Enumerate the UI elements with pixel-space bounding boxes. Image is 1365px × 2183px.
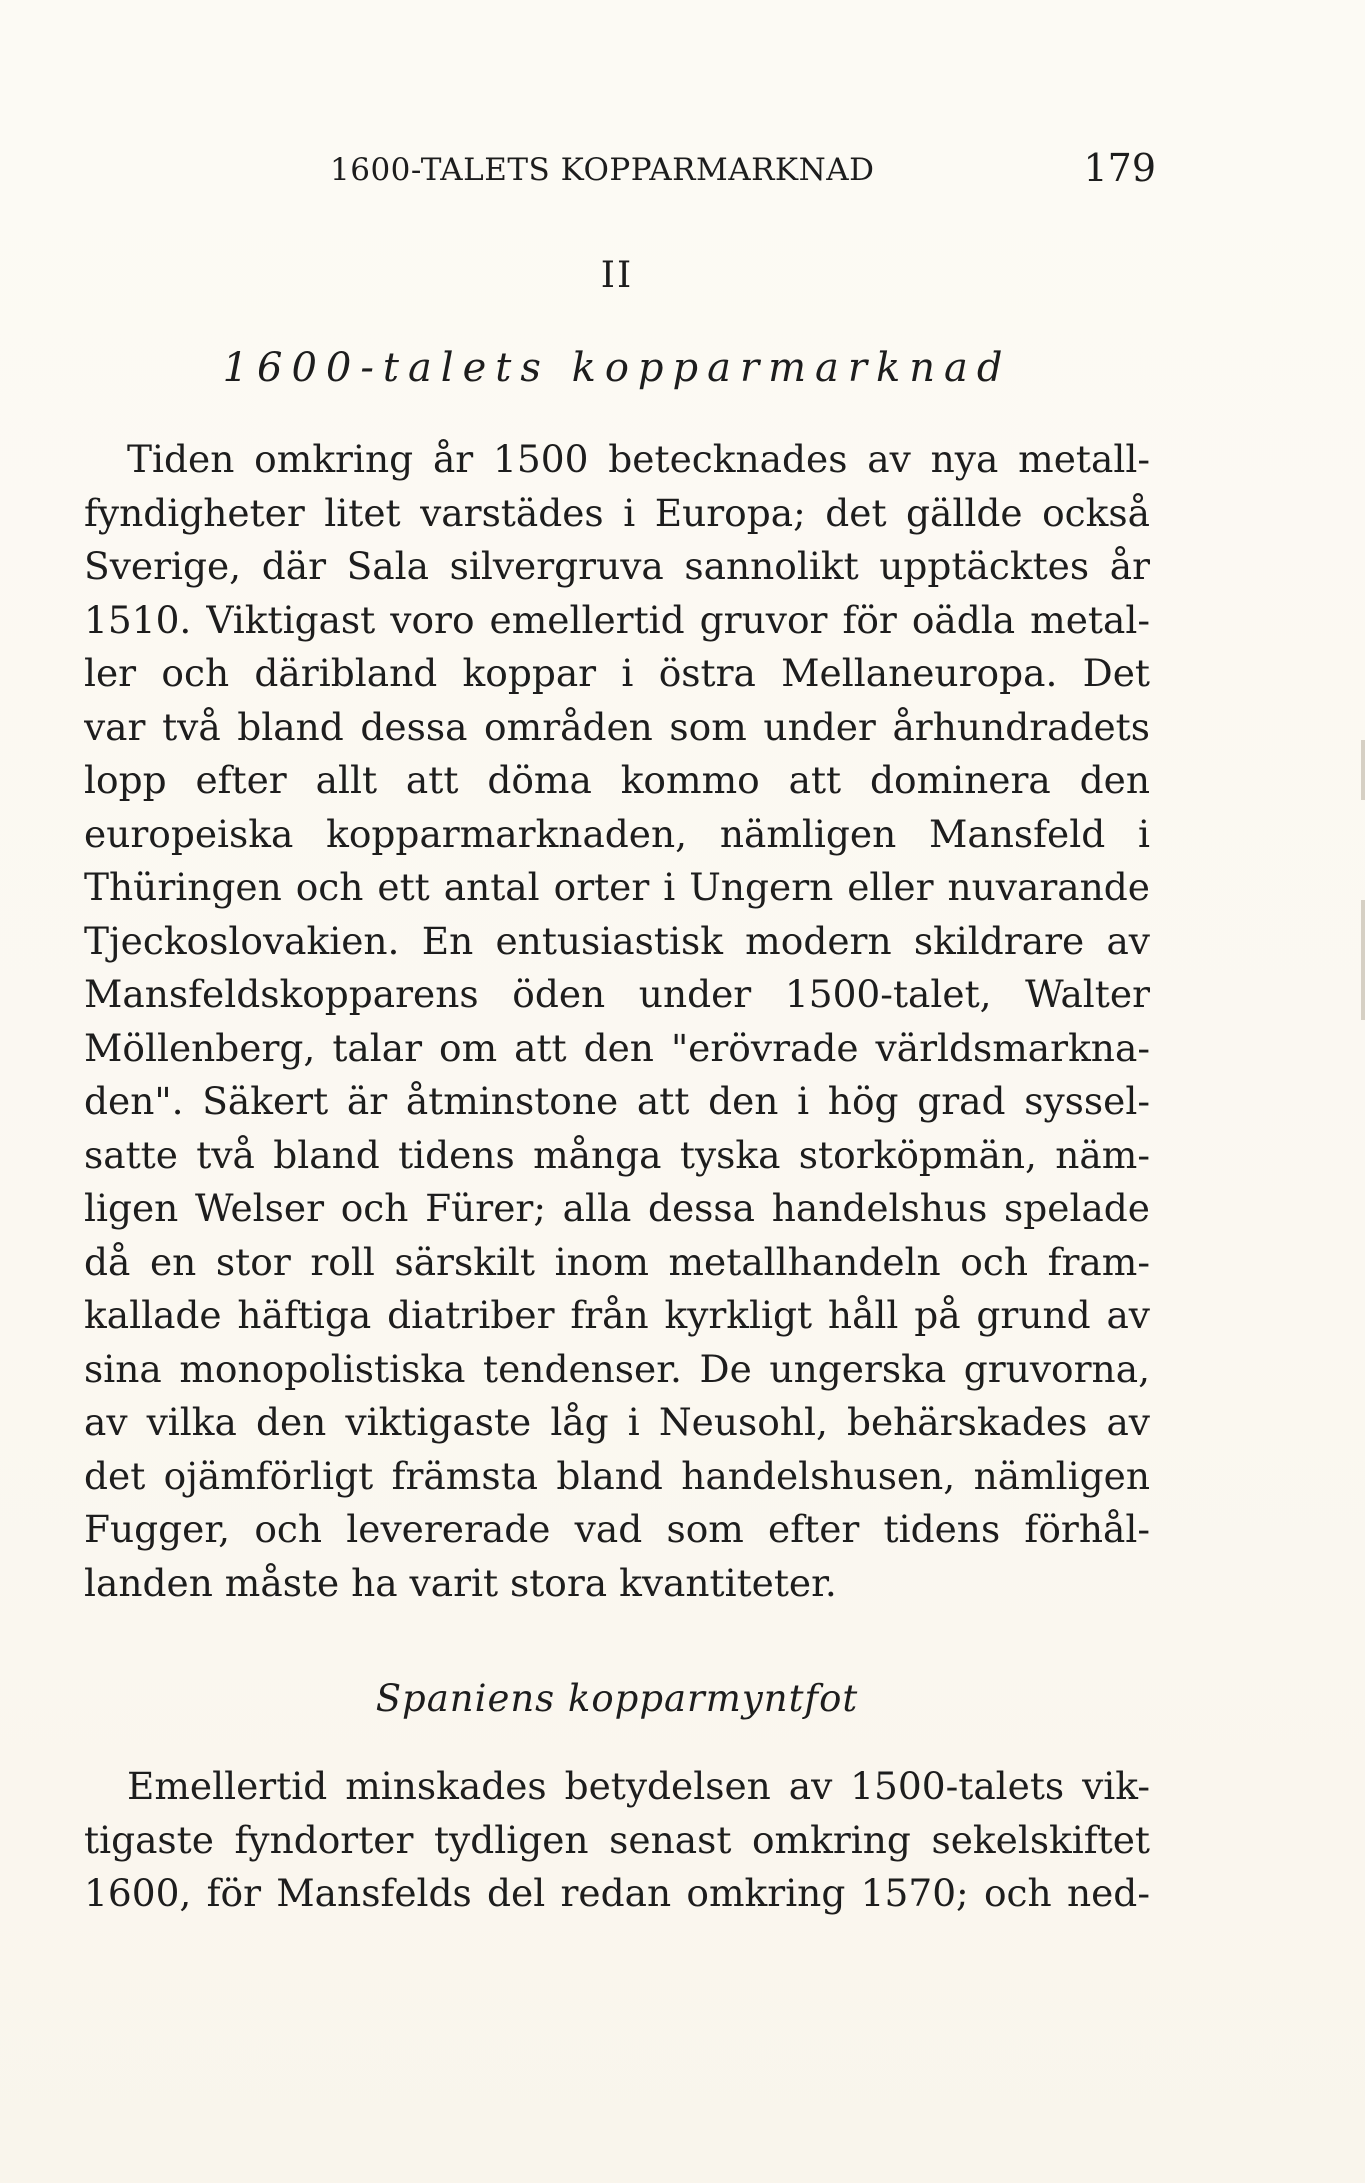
text-line: europeiska kopparmarknaden, nämligen Mansfeld i: [84, 811, 1150, 856]
text-line: landen måste ha varit stora kvantiteter.: [84, 1560, 837, 1605]
text-line: av vilka den viktigaste låg i Neusohl, behärskades av: [84, 1400, 1150, 1444]
running-title: 1600-TALETS KOPPARMARKNAD: [330, 152, 875, 188]
text-line: lopp efter allt att döma kommo att dominera den: [84, 758, 1150, 802]
text-line: det ojämförligt främsta bland handelshusen, nämligen: [84, 1453, 1150, 1498]
text-line: kallade häftiga diatriber från kyrkligt håll på grund av: [84, 1293, 1150, 1337]
text-line: fyndigheter litet varstädes i Europa; det gällde också: [84, 490, 1150, 535]
text-line: den". Säkert är åtminstone att den i hög grad syssel-: [84, 1079, 1150, 1123]
page-header: [330, 146, 1156, 202]
chapter-title: 1600-talets kopparmarknad: [222, 345, 1012, 391]
page-edge-mark: [1361, 900, 1365, 1020]
text-line: Möllenberg, talar om att den "erövrade världsmarkna-: [84, 1025, 1150, 1070]
text-line: Tiden omkring år 1500 betecknades av nya metall-: [127, 437, 1150, 481]
page-number: 179: [1083, 146, 1156, 190]
text-line: 1510. Viktigast voro emellertid gruvor för oädla metal-: [84, 597, 1150, 642]
page-edge-mark: [1361, 740, 1365, 800]
text-line: Fugger, och levererade vad som efter tidens förhål-: [84, 1507, 1150, 1551]
text-line: Sverige, där Sala silvergruva sannolikt upptäcktes år: [84, 544, 1150, 588]
text-line: Tjeckoslovakien. En entusiastisk modern skildrare av: [84, 918, 1150, 963]
text-line: ligen Welser och Fürer; alla dessa handelshus spelade: [84, 1186, 1150, 1230]
text-line: Mansfeldskopparens öden under 1500-talet, Walter: [84, 972, 1150, 1016]
text-line: då en stor roll särskilt inom metallhandeln och fram-: [84, 1239, 1150, 1284]
paragraph-1: [84, 433, 1150, 1610]
subheading: Spaniens kopparmyntfot: [375, 1677, 859, 1720]
text-line: satte två bland tidens många tyska storköpmän, näm-: [84, 1132, 1150, 1177]
text-line: tigaste fyndorter tydligen senast omkring sekelskiftet: [84, 1817, 1150, 1862]
paragraph-2: [84, 1760, 1150, 1921]
text-line: var två bland dessa områden som under århundradets: [84, 704, 1150, 749]
text-line: Emellertid minskades betydelsen av 1500-talets vik-: [127, 1764, 1150, 1808]
section-number: II: [600, 255, 634, 296]
text-line: sina monopolistiska tendenser. De ungerska gruvorna,: [84, 1346, 1150, 1391]
text-line: 1600, för Mansfelds del redan omkring 1570; och ned-: [84, 1871, 1150, 1915]
text-line: Thüringen och ett antal orter i Ungern eller nuvarande: [84, 865, 1150, 909]
text-line: ler och däribland koppar i östra Mellaneuropa. Det: [84, 651, 1150, 695]
